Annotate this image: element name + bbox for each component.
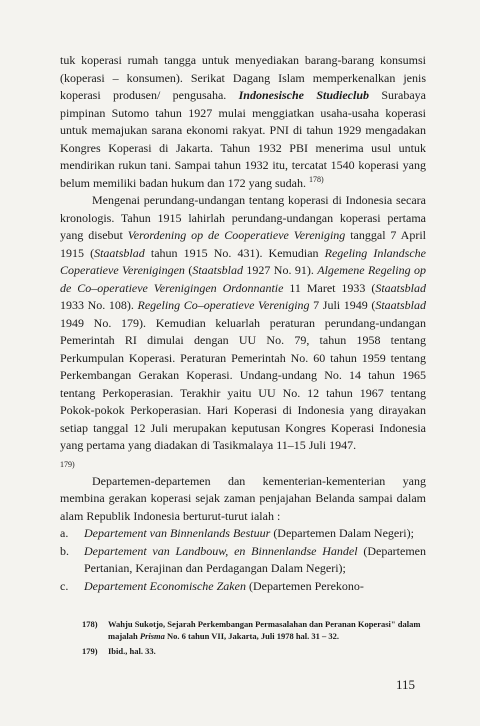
footnote-italic: Prisma: [139, 631, 165, 641]
para2-i1: Verordening op de Cooperatieve Vereniging: [127, 228, 346, 242]
para2-i8: Staatsblad: [375, 298, 426, 312]
para2-t7: 1933 No. 108).: [60, 298, 138, 312]
list-item: [60, 543, 426, 578]
para2-t3: tahun 1915 No. 431). Kemudian: [144, 245, 325, 260]
paragraph-3: Departemen-departemen dan kementerian-kementerian yang membina gerakan koperasi sejak zaman penjajahan Belanda sampai dalam alam Republik Indonesia berturut-turut ialah :: [60, 473, 426, 523]
para2-t6: 11 Maret 1933 (: [283, 280, 376, 295]
paragraph-2: [60, 192, 426, 455]
list-item-italic: Departement van Landbouw, en Binnenlandse Handel: [84, 543, 358, 558]
footnote-number: 178): [82, 619, 98, 629]
footnote-text-2: No. 6 tahun VII, Jakarta, Juli 1978 hal. 31 – 32.: [164, 631, 340, 641]
footnotes: [60, 618, 426, 660]
list-item-text: (Departemen Perekono-: [245, 578, 364, 593]
para2-i6: Staatsblad: [375, 280, 426, 295]
list-marker: a.: [60, 526, 69, 540]
para2-t9: 1949 No. 179). Kemudian keluarlah peraturan perundang-undangan Pemerintah RI dimulai dengan UU No. 79, tahun 1958 tentang Perkumpulan Koperasi. Peraturan Pemerintah No. 60 tahun 1959 tentang Perkembangan Gerakan Koperasi. Undang-undang No. 14 tahun 1965 tentang Perkoperasian. Terakhir yaitu UU No. 12 tahun 1967 tentang Pokok-pokok Perkoperasian. Hari Koperasi di Indonesia yang dirayakan setiap tanggal 12 Juli merupakan keputusan Kongres Koperasi Indonesia yang pertama yang diadakan di Tasikmalaya 11–15 Juli 1947.: [60, 315, 426, 452]
footnote-text: Wahju Sukotjo, Sejarah Perkembangan Permasalahan dan Peranan Koperasi" dalam majalah: [108, 619, 421, 641]
footnote-179: [60, 645, 426, 657]
list-item: [60, 525, 426, 543]
para2-i4: Staatsblad: [192, 263, 243, 277]
footnote-ref-179-line: [60, 455, 426, 473]
footnote-text: Ibid., hal. 33.: [108, 646, 156, 656]
footnote-178: [60, 618, 426, 642]
paragraph-1: [60, 52, 426, 192]
footnote-number: 179): [82, 646, 98, 656]
para2-t4: (: [184, 263, 193, 277]
list-item-text: (Departemen Pertanian, Kerajinan dan Perdagangan Dalam Negeri);: [84, 543, 426, 575]
para2-t5: 1927 No. 91).: [242, 263, 318, 277]
para2-t8: 7 Juli 1949 (: [309, 298, 376, 312]
para2-i3: Regeling Inlandsche Coperatieve Verenigingen: [60, 245, 426, 277]
para1-text: tuk koperasi rumah tangga untuk menyediakan barang-barang konsumsi (koperasi – konsumen). Serikat Dagang Islam memperkenalkan jenis koperasi produsen/ pengusaha.: [60, 53, 426, 102]
list-marker: b.: [60, 543, 69, 558]
footnote-ref-178: 178): [308, 174, 324, 184]
para2-i2: Staatsblad: [94, 245, 145, 260]
para2-t2: tanggal 7 April 1915 (: [60, 228, 426, 260]
list-marker: c.: [60, 578, 69, 593]
para2-t1: Mengenai perundang-undangan tentang koperasi di Indonesia secara kronologis. Tahun 1915 lahirlah perundang-undangan koperasi pertama yang disebut: [60, 193, 426, 242]
list-item-text: (Departemen Dalam Negeri);: [270, 526, 414, 540]
para1-italic: Indonesische Studieclub: [238, 88, 369, 102]
page-number: 115: [396, 677, 416, 692]
main-text: [60, 52, 426, 595]
para2-i7: Regeling Co–operatieve Vereniging: [137, 298, 310, 312]
para1-text2: Surabaya pimpinan Sutomo tahun 1927 mulai menggiatkan usaha-usaha koperasi untuk memajukan sarana ekonomi rakyat. PNI di tahun 1929 mengadakan Kongres Koperasi di Jakarta. Tahun 1932 PBI menerima usul untuk mendirikan rukun tani. Sampai tahun 1932 itu, tercatat 1540 koperasi yang belum memiliki badan hukum dan 172 yang sudah.: [60, 88, 426, 190]
footnote-ref-179: 179): [60, 459, 75, 469]
list-item-italic: Departement van Binnenlands Bestuur: [84, 526, 271, 540]
para2-i5: Algemene Regeling op de Co–operatieve Verenigingen Ordonnantie: [60, 263, 426, 295]
list-item: [60, 578, 426, 596]
list-item-italic: Departement Economische Zaken: [84, 578, 246, 593]
department-list: [60, 525, 426, 595]
